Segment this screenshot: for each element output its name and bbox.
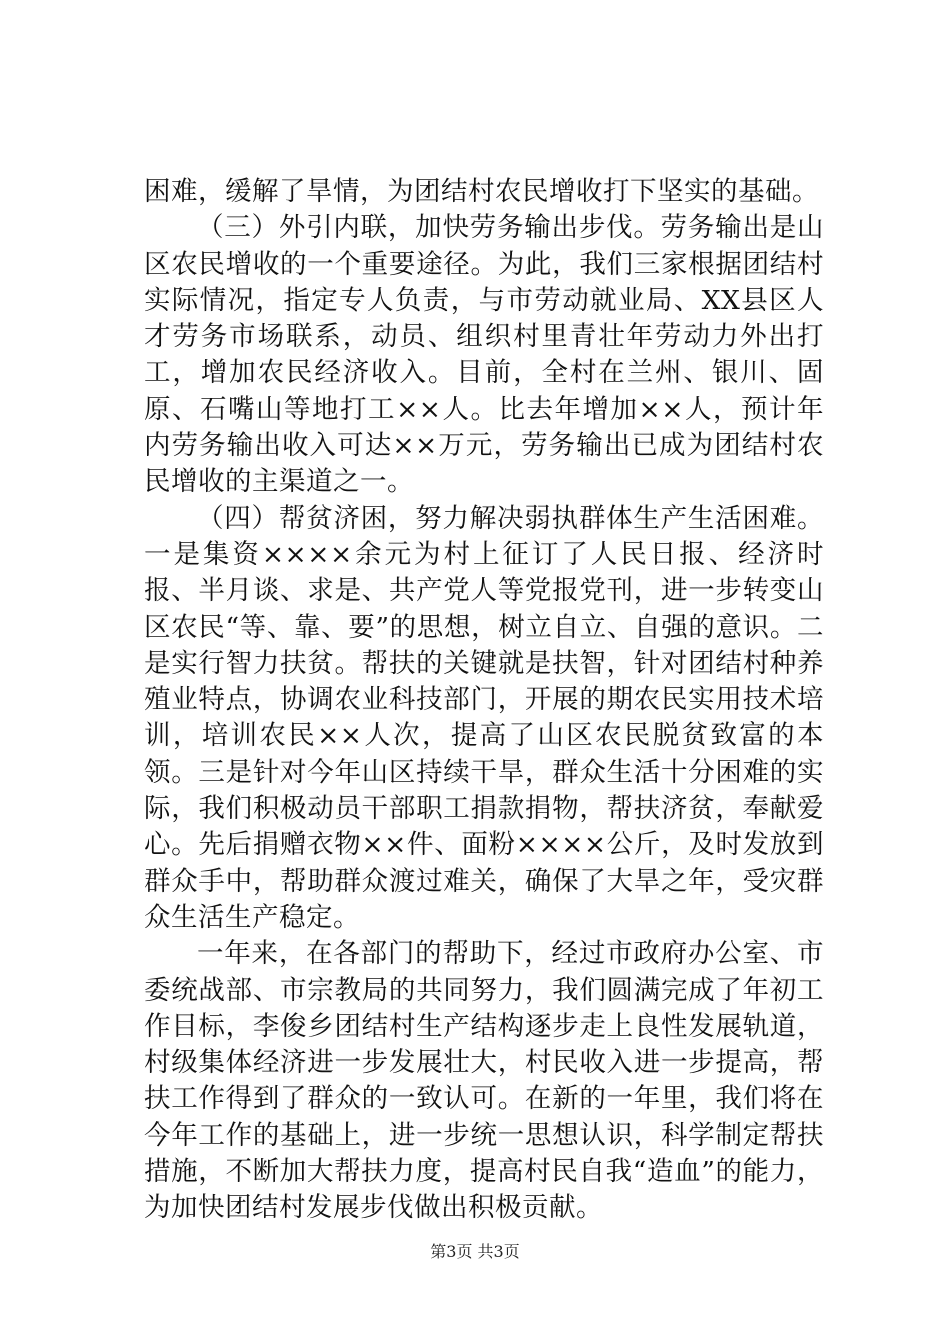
paragraph-labor-export: （三）外引内联，加快劳务输出步伐。劳务输出是山区农民增收的一个重要途径。为此，我们三家根据团结村实际情况，指定专人负责，与市劳动就业局、XX县区人才劳务市场联系，动员、组织村里青壮年劳动力外出打工，增加农民经济收入。目前，全村在兰州、银川、固原、石嘴山等地打工××人。比去年增加××人，预计年内劳务输出收入可达××万元，劳务输出已成为团结村农民增收的主渠道之一。 [144, 212, 824, 498]
paragraph-poverty-relief: （四）帮贫济困，努力解决弱执群体生产生活困难。一是集资××××余元为村上征订了人民日报、经济时报、半月谈、求是、共产党人等党报党刊，进一步转变山区农民“等、靠、要”的思想，树立自立、自强的意识。二是实行智力扶贫。帮扶的关键就是扶智，针对团结村种养殖业特点，协调农业科技部门，开展的期农民实用技术培训，培训农民××人次，提高了山区农民脱贫致富的本领。三是针对今年山区持续干旱，群众生活十分困难的实际，我们积极动员干部职工捐款捐物，帮扶济贫，奉献爱心。先后捐赠衣物××件、面粉××××公斤，及时发放到群众手中，帮助群众渡过难关，确保了大旱之年，受灾群众生活生产稳定。 [144, 502, 824, 933]
page-footer: 第3页 共3页 [430, 1242, 520, 1261]
paragraph-continuation: 困难，缓解了旱情，为团结村农民增收打下坚实的基础。 [144, 176, 819, 207]
document-body [144, 174, 824, 1227]
paragraph-annual-summary: 一年来，在各部门的帮助下，经过市政府办公室、市委统战部、市宗教局的共同努力，我们圆满完成了年初工作目标，李俊乡团结村生产结构逐步走上良性发展轨道，村级集体经济进一步发展壮大，村民收入进一步提高，帮扶工作得到了群众的一致认可。在新的一年里，我们将在今年工作的基础上，进一步统一思想认识，科学制定帮扶措施，不断加大帮扶力度，提高村民自我“造血”的能力，为加快团结村发展步伐做出积极贡献。 [144, 938, 824, 1224]
